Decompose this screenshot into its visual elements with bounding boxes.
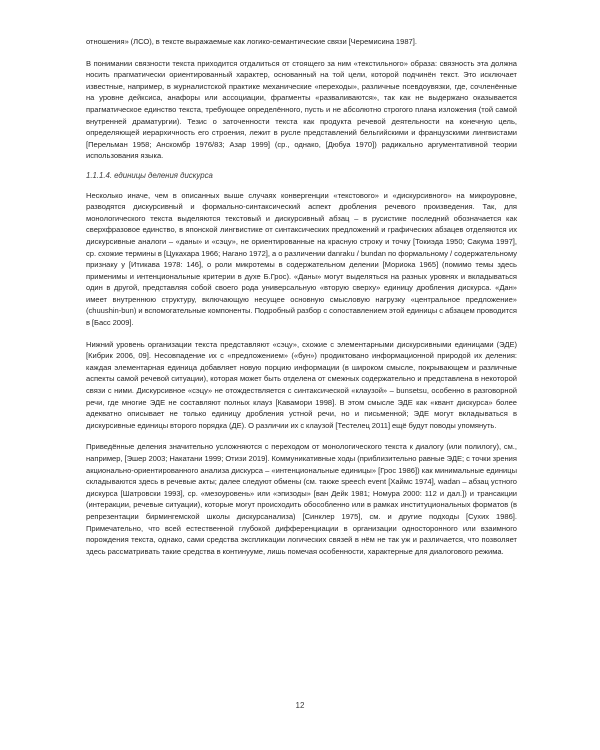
paragraph-discourse-division: Несколько иначе, чем в описанных выше случаях конвергенции «текстового» и «дискурсивного» на микроуровне, разводятся дискурсивный и формально-синтаксический аспект дробления речевого произведения. Так, для монологического текста выделяются текстовый и дискурсивный абзац – в русистике последний обозначается как сверхфразовое единство, в японской лингвистике от синтаксических предложений и графических абзацев отделяются их дискурсивные аналоги – «даны» и «сэцу», не ориентированные на красную строку и точку [Токиэда 1950; Сакума 1997], ср. схожие термины в [Цукахара 1966; Нагано 1972], а о различении danraku / bundan по формальному / содержательному признаку у [Итикава 1978: 146], о роли микротемы в содержательном делении [Мориока 1965] (помимо темы здесь применимы и интенциональные критерии в духе Б.Грос). «Даны» могут выделяться на разных уровнях и вкладываться один в другой, представляя собой своего рода универсальную «вторую сверху» единицу дробления дискурса. «Дан» имеет внутреннюю структуру, включающую несущее основную смысловую нагрузку «центральное предложение» (chuushin-bun) и вспомогательные компоненты. Подробный разбор с сопоставлением этой единицы с абзацем проводится в [Басс 2009]. <box>86 190 517 328</box>
page-number: 12 <box>295 701 305 710</box>
page-body <box>86 36 517 557</box>
section-subheading: 1.1.1.4. единицы деления дискурса <box>86 170 213 180</box>
paragraph-text-coherence: В понимании связности текста приходится отдалиться от стоящего за ним «текстильного» образа: связность эта должна носить прагматически ориентированный характер, основанный на той цели, которой подчинён текст. Это исключает известные, например, в журналистской практике механические «переходы», различные псевдоувязки, где, сочленённые на уровне дейксиса, анафоры или ассоциации, фрагменты «разваливаются», так как не выдержано оказывается прагматическое единство текста, требующее определённого, пусть и не абсолютно строгого плана изложения (той самой внутренней драматургии). Тезис о заточенности текста как продукта речевой деятельности на конечную цель, определяющей иерархичность его строения, лежит в русле представлений бельгийскими и французскими лингвистами [Перельман 1958; Анскомбр 1976/83; Азар 1999] (ср., однако, [Дюбуа 1970]) радикально аргументативной теории использования языка. <box>86 58 517 161</box>
paragraph-dialogue-division: Приведённые деления значительно усложняются с переходом от монологического текста к диалогу (или полилогу), см., например, [Эшер 2003; Накатани 1999; Отизи 2019]. Коммуникативные ходы (приблизительно равные ЭДЕ; с точки зрения акционально-ориентированного анализа дискурса – «интенциональные единицы» [Грос 1986]) как минимальные единицы складываются здесь в речевые акты; далее следуют обмены (см. также speech event [Хаймс 1974], wadan – абзац устного дискурса [Шатровски 1993], ср. «мезоуровень» или «эпизоды» [ван Дейк 1981; Номура 2000: 112 и дал.]) и трансакции (интеракции, речевые ситуации), которые могут происходить обособленно или в рамках институциональных форматов (в репрезентации бирмингемской школы дискурсанализа) [Синклер 1975], см. и другие подходы [Сухих 1986]. Примечательно, что всей естественной глубокой дифференциации в организации односторонного или взаимного порождения текста, однако, сами средства экспликации логических связей в нём не так уж и различается, что позволяет здесь рассматривать такие средства в континууме, лишь помечая особенности, характерные для диалогового режима. <box>86 442 517 556</box>
paragraph-elementary-units: Нижний уровень организации текста представляют «сэцу», схожие с элементарными дискурсивными единицами (ЭДЕ) [Кибрик 2006, 09]. Несовпадение их с «предложением» («бун») продиктовано информационной природой их деления: каждая элементарная единица добавляет новую порцию информации (в широком смысле, покрывающем и различные аспекты самой речевой ситуации), которая может быть отделена от смежных содержательно и представлена в некоторой связи с ними. Дискурсивное «сэцу» не отождествляется с синтаксической «клаузой» – bunsetsu, особенно в разговорной речи, где многие ЭДЕ не составляют полных клауз [Кавамори 1998]. В этом смысле ЭДЕ как «квант дискурса» более адекватно описывает не только единицу дробления устной речи, но и письменной; ЭДЕ могут вкладываться в дискурсивные единицы второго порядка (ДЕ). О различии их с клаузой [Тестелец 2011] ещё будут поводы упомянуть. <box>86 339 517 430</box>
paragraph-lso-continuation: отношения» (ЛСО), в тексте выражаемые как логико-семантические связи [Черемисина 1987]. <box>86 37 417 46</box>
